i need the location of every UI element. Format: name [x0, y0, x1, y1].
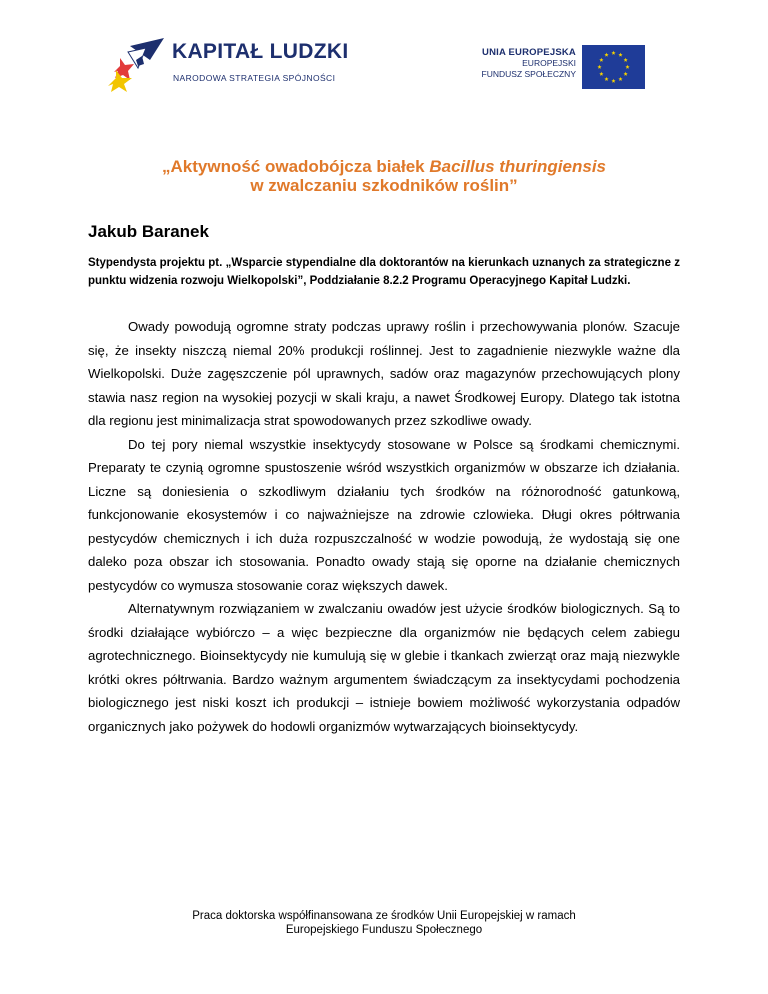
title-line-2: w zwalczaniu szkodników roślin” — [250, 176, 518, 195]
paragraph-3: Alternatywnym rozwiązaniem w zwalczaniu owadów jest użycie środków biologicznych. Są to środki działające wybiórczo – a więc bezpieczne dla organizmów nie będących celem zabiegu agrotechnicznego. Bioinsektycydy nie kumulują się w glebie i tkankach zwierząt oraz mają niezwykle krótki okres półtrwania. Bardzo ważnym argumentem świadczącym za insektycydami pochodzenia biologicznego jest niski koszt ich produkcji – istnieje bowiem możliwość wykorzystania odpadów organicznych jako pożywek do hodowli organizmów wytwarzających bioinsektycydy. — [88, 601, 680, 734]
eu-union-label: UNIA EUROPEJSKA — [482, 47, 576, 58]
eu-flag-icon — [582, 45, 645, 89]
body-text — [88, 315, 680, 738]
eu-fund-label-1: EUROPEJSKI — [522, 58, 576, 68]
author-name: Jakub Baranek — [88, 222, 209, 241]
document-title — [0, 157, 768, 195]
kapital-ludzki-subtitle: NARODOWA STRATEGIA SPÓJNOŚCI — [173, 73, 336, 83]
kapital-ludzki-logo-icon — [108, 38, 168, 92]
kapital-ludzki-title: KAPITAŁ LUDZKI — [172, 40, 349, 63]
scholarship-note: Stypendysta projektu pt. „Wsparcie stypendialne dla doktorantów na kierunkach uznanych za strategiczne z punktu widzenia rozwoju Wielkopolski”, Poddziałanie 8.2.2 Programu Operacyjnego Kapitał Ludzki. — [88, 257, 680, 287]
eu-text-block — [482, 47, 576, 80]
footer-line-2: Europejskiego Funduszu Społecznego — [285, 924, 483, 936]
title-prefix: „Aktywność owadobójcza białek — [162, 157, 430, 176]
title-line-1 — [0, 157, 768, 176]
page-footer — [0, 909, 768, 937]
paragraph-1: Owady powodują ogromne straty podczas uprawy roślin i przechowywania plonów. Szacuje się, że insekty niszczą niemal 20% produkcji roślinnej. Jest to zagadnienie niezwykle ważne dla Wielkopolski. Duże zagęszczenie pól uprawnych, sadów oraz magazynów przechowujących plony stawia nasz region na wysokiej pozycji w skali kraju, a nawet Środkowej Europy. Dlatego tak istotna dla regionu jest minimalizacja strat spowodowanych przez szkodliwe owady. — [88, 319, 680, 428]
title-species: Bacillus thuringiensis — [429, 157, 606, 176]
eu-fund-label-2: FUNDUSZ SPOŁECZNY — [481, 69, 576, 79]
footer-line-1: Praca doktorska współfinansowana ze środków Unii Europejskiej w ramach — [192, 910, 576, 922]
page-header — [0, 0, 768, 110]
paragraph-2: Do tej pory niemal wszystkie insektycydy stosowane w Polsce są środkami chemicznymi. Preparaty te czynią ogromne spustoszenie wśród wszystkich organizmów w obszarze ich działania. Liczne są doniesienia o szkodliwym działaniu tych środków na różnorodność gatunkową, funkcjonowanie ekosystemów i co najważniejsze na zdrowie czlowieka. Długi okres półtrwania pestycydów chemicznych i ich duża rozpuszczalność w wodzie powodują, że wydostają się one daleko poza obszar ich stosowania. Ponadto owady stają się oporne na działanie chemicznych pestycydów co wymusza stosowanie coraz większych dawek. — [88, 436, 680, 593]
